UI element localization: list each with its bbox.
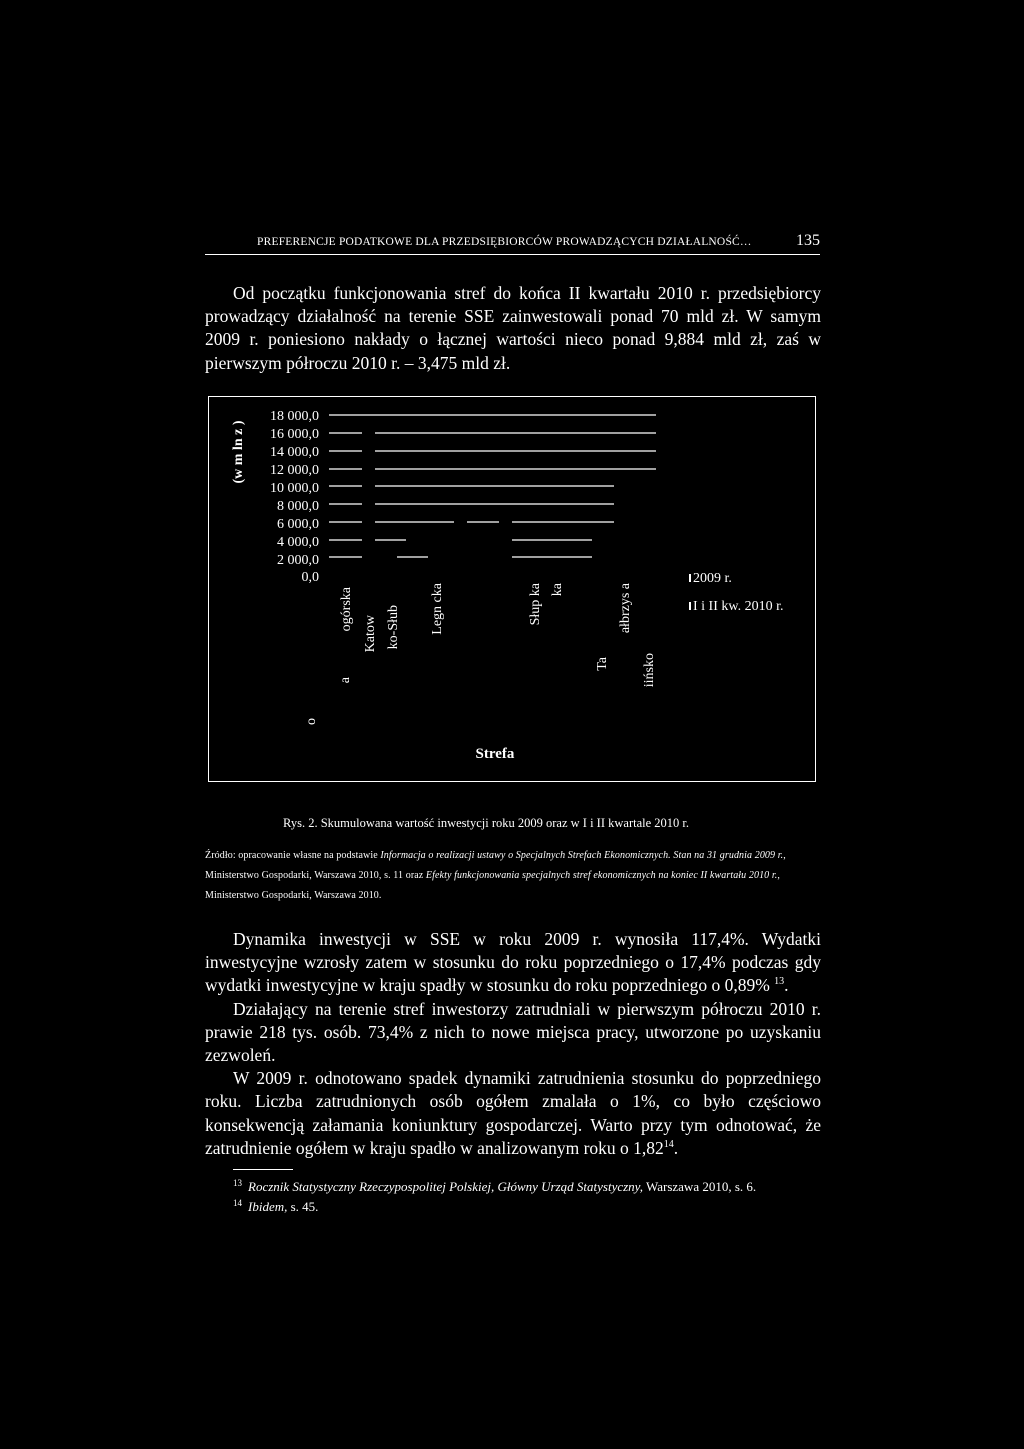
x-tick-labels — [304, 582, 657, 725]
x-tick-label: a — [338, 677, 353, 684]
y-tick-label: 16 000,0 — [270, 427, 319, 442]
y-tick-labels — [270, 409, 319, 585]
y-tick-label: 14 000,0 — [270, 445, 319, 460]
intro-text — [205, 282, 821, 375]
footnote-rest: s. 45. — [287, 1199, 319, 1214]
body-paragraph-2: Działający na terenie stref inwestorzy zatrudniali w pierwszym półroczu 2010 r. prawie 218 tys. osób. 73,4% z nich to nowe miejsca pracy, utworzone po uzyskaniu zezwoleń. — [205, 998, 821, 1066]
chart-figure — [208, 396, 816, 782]
x-tick-label: ogórska — [339, 587, 354, 632]
chart-legend — [689, 571, 783, 614]
body-paragraph-3-end: . — [673, 1137, 679, 1158]
y-tick-label: 12 000,0 — [270, 463, 319, 478]
source-title-2: Efekty funkcjonowania specjalnych stref ekonomicznych na koniec II kwartału 2010 r. — [425, 870, 778, 881]
x-tick-label: o — [304, 718, 319, 725]
legend-swatch-2010 — [689, 602, 691, 610]
y-tick-label: 18 000,0 — [270, 409, 319, 424]
body-paragraph-3 — [205, 1067, 821, 1160]
y-tick-label: 2 000,0 — [277, 553, 319, 568]
y-axis-title: (w m ln z ) — [231, 420, 246, 484]
legend-label: I i II kw. 2010 r. — [693, 599, 784, 614]
x-tick-label: ko-Słub — [386, 605, 401, 650]
footnote-title: Ibidem, — [248, 1199, 288, 1214]
footnote-title: Rocznik Statystyczny Rzeczypospolitej Polskiej, Główny Urząd Statystyczny, — [248, 1179, 643, 1194]
x-tick-label: Słup ka — [528, 583, 543, 626]
running-header — [205, 232, 820, 255]
x-tick-label: Ta — [595, 657, 610, 671]
source-title-1: Informacja o realizacji ustawy o Specjalnych Strefach Ekonomicznych. Stan na 31 grudnia 2009 r. — [380, 850, 784, 861]
source-tail: , Ministerstwo Gospodarki, Warszawa 2010. — [205, 870, 780, 901]
body-paragraph-1 — [205, 928, 821, 998]
source-mid: , Ministerstwo Gospodarki, Warszawa 2010, s. 11 oraz — [205, 850, 786, 881]
x-axis-title: Strefa — [475, 746, 515, 762]
footnote-13 — [233, 1177, 823, 1197]
x-tick-label: ka — [550, 583, 565, 597]
x-tick-label: iińsko — [642, 653, 657, 688]
x-tick-label: Legn cka — [430, 583, 445, 635]
legend-swatch-2009 — [689, 574, 691, 582]
source-lead: Źródło: opracowanie własne na podstawie — [205, 850, 381, 861]
legend-label: 2009 r. — [693, 571, 732, 586]
body-paragraph-3-text: W 2009 r. odnotowano spadek dynamiki zatrudnienia stosunku do poprzedniego roku. Liczba zatrudnionych osób ogółem zmalała o 1%, co było częściowo konsekwencją załamania koniunktury gospodarczej. Warto przy tym odnotować, że zatrudnienie ogółem w kraju spadło w analizowanym roku o 1,82 — [205, 1068, 821, 1158]
footnote-ref-14: 14 — [663, 1139, 674, 1150]
footnote-rest: Warszawa 2010, s. 6. — [642, 1179, 757, 1194]
y-tick-label: 0,0 — [301, 570, 319, 585]
x-tick-label: ałbrzys a — [618, 583, 633, 634]
source-note — [205, 846, 821, 906]
y-tick-label: 6 000,0 — [277, 517, 319, 532]
figure-caption: Rys. 2. Skumulowana wartość inwestycji roku 2009 oraz w I i II kwartale 2010 r. — [283, 816, 690, 830]
x-tick-label: Katow — [363, 615, 378, 653]
footnote-number: 14 — [233, 1197, 242, 1208]
gridlines — [329, 415, 656, 557]
y-tick-label: 8 000,0 — [277, 499, 319, 514]
intro-paragraph: Od początku funkcjonowania stref do końca II kwartału 2010 r. przedsiębiorcy prowadzący działalność na terenie SSE zainwestowali ponad 70 mld zł. W samym 2009 r. poniesiono nakłady o łącznej wartości nieco ponad 9,884 mld zł, zaś w pierwszym półroczu 2010 r. – 3,475 mld zł. — [205, 283, 821, 373]
chart-canvas — [209, 397, 817, 783]
y-tick-label: 10 000,0 — [270, 481, 319, 496]
main-text — [205, 928, 821, 1160]
footnotes — [233, 1177, 823, 1217]
running-header-title: PREFERENCJE PODATKOWE DLA PRZEDSIĘBIORCÓW PROWADZĄCYCH DZIAŁALNOŚĆ… — [257, 236, 752, 248]
y-tick-label: 4 000,0 — [277, 535, 319, 550]
footnote-14 — [233, 1197, 823, 1217]
footnote-number: 13 — [233, 1177, 242, 1188]
body-paragraph-1-text: Dynamika inwestycji w SSE w roku 2009 r. wynosiła 117,4%. Wydatki inwestycyjne wzrosły zatem w stosunku do roku poprzedniego o 17,4% podczas gdy wydatki inwestycyjne w kraju spadły w stosunku do roku poprzedniego o 0,89% — [205, 929, 821, 996]
footnote-ref-13: 13 — [774, 976, 785, 988]
footnote-rule — [233, 1169, 293, 1170]
body-paragraph-1-end: . — [784, 975, 789, 996]
page-number: 135 — [796, 232, 820, 249]
